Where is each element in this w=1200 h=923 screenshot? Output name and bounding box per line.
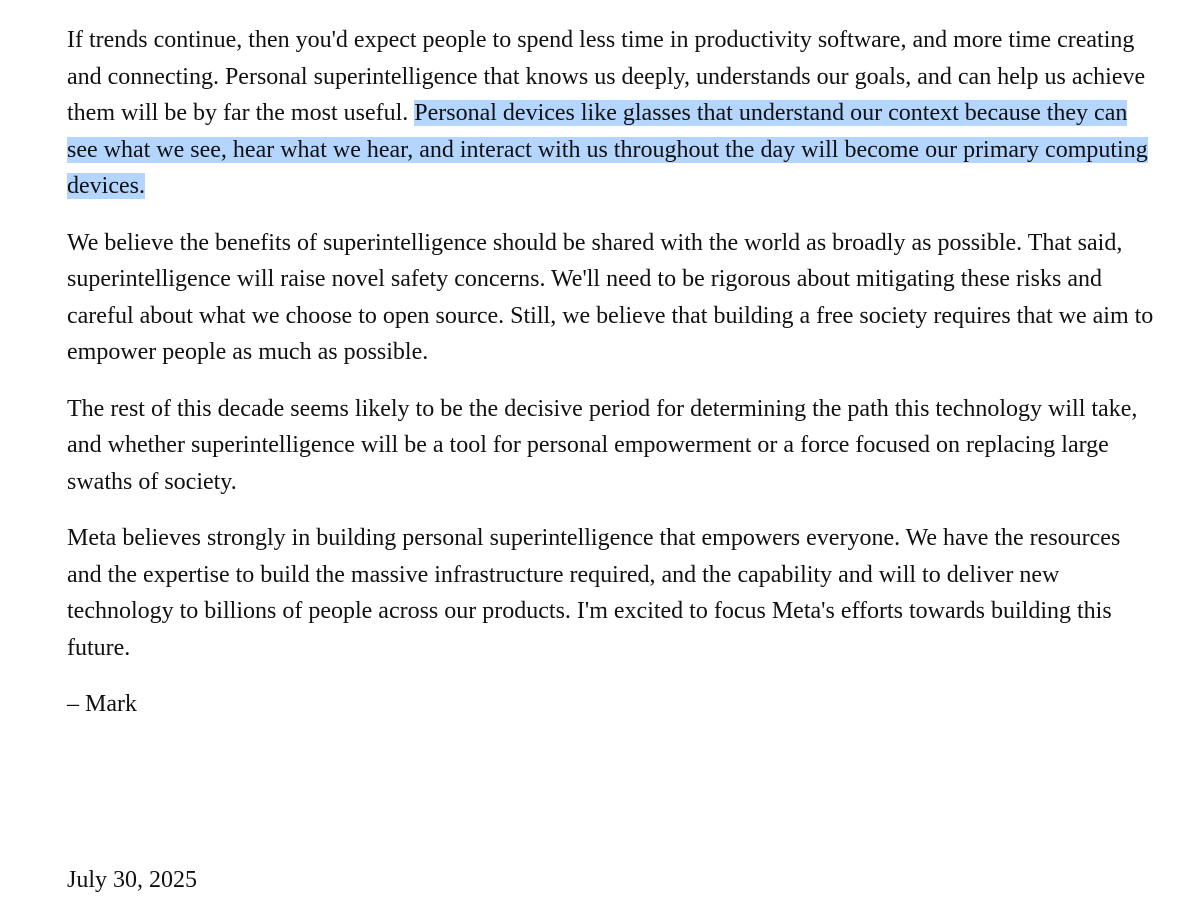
letter-date: July 30, 2025 (67, 867, 198, 893)
paragraph-meta-beliefs: Meta believes strongly in building personal superintelligence that empowers everyone. We have the resources and the expertise to build the massive infrastructure required, and the capability and will to deliver new technology to billions of people across our products. I'm excited to focus Meta's efforts towards building this future. (67, 525, 1121, 661)
paragraph-trends (67, 22, 1157, 205)
selected-text-highlight[interactable]: Personal devices like glasses that understand our context because they can see what we see, hear what we hear, and interact with us throughout the day will become our primary computing devices. (67, 100, 1148, 199)
paragraph-benefits: We believe the benefits of superintelligence should be shared with the world as broadly as possible. That said, superintelligence will raise novel safety concerns. We'll need to be rigorous about mitigating these risks and careful about what we choose to open source. Still, we believe that building a free society requires that we aim to empower people as much as possible. (67, 229, 1154, 365)
letter-body (67, 22, 1157, 723)
paragraph-trends-text: If trends continue, then you'd expect people to spend less time in productivity software, and more time creating and connecting. Personal superintelligence that knows us deeply, understands our goals, and can help us achieve them will be by far the most useful. (67, 27, 1146, 126)
paragraph-decade: The rest of this decade seems likely to be the decisive period for determining the path this technology will take, and whether superintelligence will be a tool for personal empowerment or a force focused on replacing large swaths of society. (67, 395, 1138, 495)
signoff: – Mark (67, 691, 137, 717)
